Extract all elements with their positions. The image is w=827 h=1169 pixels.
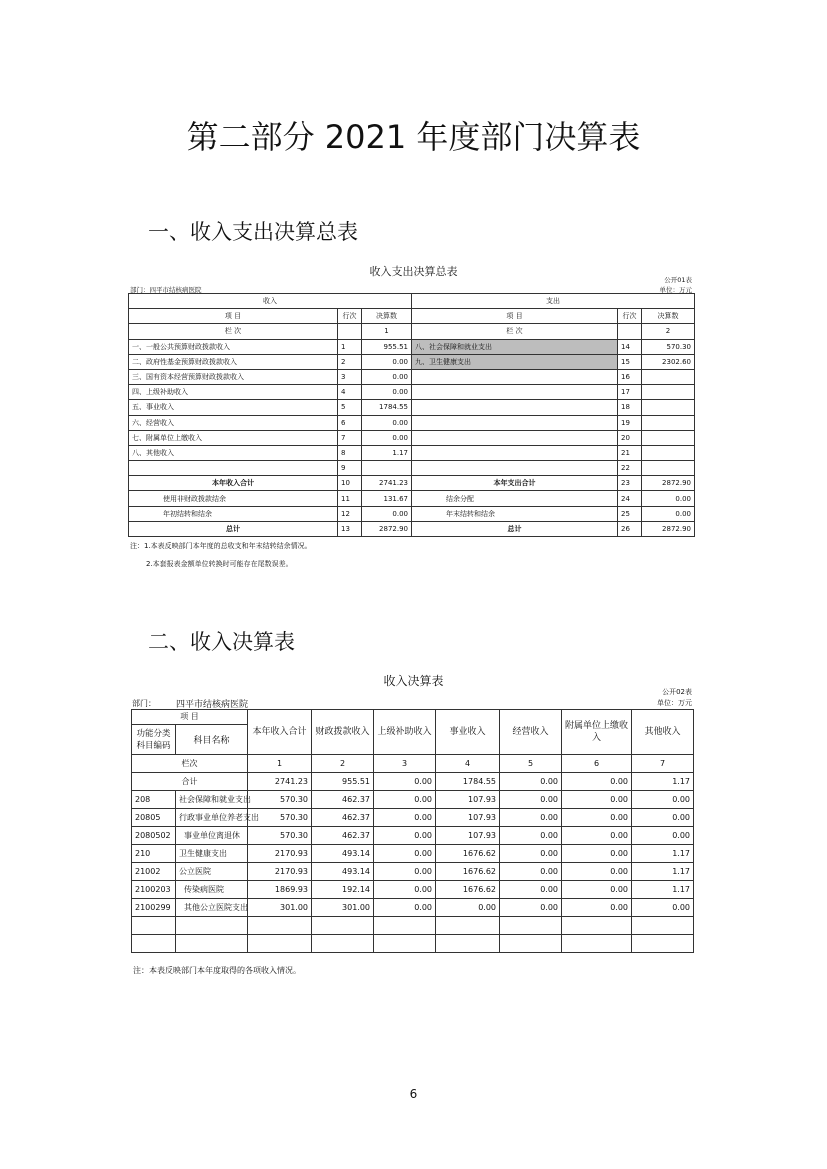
- income-line: 2: [338, 354, 362, 369]
- row-value: 462.37: [312, 791, 374, 809]
- income-item: [129, 461, 338, 476]
- expense-item: 结余分配: [412, 491, 618, 506]
- expense-line: 17: [618, 385, 642, 400]
- row-value: 0.00: [374, 881, 436, 899]
- income-amount: 0.00: [362, 369, 412, 384]
- col-header: 经营收入: [500, 710, 562, 755]
- table1-title: 收入支出决算总表: [369, 265, 458, 278]
- row-value: 0.00: [500, 809, 562, 827]
- income-amount: 0.00: [362, 354, 412, 369]
- col-amount-income: 决算数: [362, 309, 412, 324]
- lanci-cell: 4: [436, 755, 500, 773]
- blank-cell: [248, 935, 312, 953]
- income-amount: 0.00: [362, 430, 412, 445]
- row-value: 493.14: [312, 845, 374, 863]
- income-item: 使用非财政拨款结余: [129, 491, 338, 506]
- row-name: 行政事业单位养老支出: [176, 809, 248, 827]
- income-amount: 2741.23: [362, 476, 412, 491]
- blank-cell: [632, 917, 694, 935]
- expense-item: 总计: [412, 521, 618, 536]
- income-line: 4: [338, 385, 362, 400]
- row-value: 301.00: [248, 899, 312, 917]
- expense-amount: [642, 445, 695, 460]
- row-name: 其他公立医院支出: [176, 899, 248, 917]
- income-amount: 955.51: [362, 339, 412, 354]
- expense-item: [412, 430, 618, 445]
- row-name: 传染病医院: [176, 881, 248, 899]
- income-amount: 0.00: [362, 415, 412, 430]
- row-value: 0.00: [562, 845, 632, 863]
- income-row: [132, 845, 694, 863]
- blank-cell: [500, 917, 562, 935]
- lanci-cell: 5: [500, 755, 562, 773]
- expense-line: 26: [618, 521, 642, 536]
- income-line: 7: [338, 430, 362, 445]
- lanci-label-expense: 栏 次: [412, 324, 618, 339]
- income-row: [132, 827, 694, 845]
- row-code: 208: [132, 791, 176, 809]
- row-value: 0.00: [374, 899, 436, 917]
- expense-item: [412, 385, 618, 400]
- table2-title: 收入决算表: [383, 674, 444, 688]
- lanci-cell: 3: [374, 755, 436, 773]
- income-line: 6: [338, 415, 362, 430]
- income-item: 一、一般公共预算财政拨款收入: [129, 339, 338, 354]
- row-value: 301.00: [312, 899, 374, 917]
- income-item: 年初结转和结余: [129, 506, 338, 521]
- expense-amount: [642, 385, 695, 400]
- lanci-cell: 6: [562, 755, 632, 773]
- row-value: 570.30: [248, 809, 312, 827]
- table1-note2: 2.本套报表金额单位转换时可能存在尾数误差。: [146, 560, 293, 568]
- blank-cell: [176, 935, 248, 953]
- row-value: 0.00: [500, 845, 562, 863]
- expense-item: [412, 369, 618, 384]
- income-amount: 0.00: [362, 506, 412, 521]
- row-code: 2100299: [132, 899, 176, 917]
- blank-cell: [312, 917, 374, 935]
- col-header: 事业收入: [436, 710, 500, 755]
- blank-cell: [436, 917, 500, 935]
- income-amount: 0.00: [362, 385, 412, 400]
- total-cell: 2741.23: [248, 773, 312, 791]
- total-cell: 0.00: [562, 773, 632, 791]
- expense-amount: 0.00: [642, 491, 695, 506]
- header-expense: 支出: [412, 294, 695, 309]
- row-value: 0.00: [500, 881, 562, 899]
- income-item: 八、其他收入: [129, 445, 338, 460]
- row-value: 1.17: [632, 845, 694, 863]
- row-name: 社会保障和就业支出: [176, 791, 248, 809]
- summary-row: [129, 521, 695, 536]
- row-value: 462.37: [312, 827, 374, 845]
- row-value: 2170.93: [248, 845, 312, 863]
- expense-line: 15: [618, 354, 642, 369]
- expense-item: 本年支出合计: [412, 476, 618, 491]
- expense-line: 24: [618, 491, 642, 506]
- expense-line: 14: [618, 339, 642, 354]
- summary-row: [129, 461, 695, 476]
- row-value: 493.14: [312, 863, 374, 881]
- expense-item: 年末结转和结余: [412, 506, 618, 521]
- blank-row: [132, 917, 694, 935]
- blank-row: [132, 935, 694, 953]
- row-code: 20805: [132, 809, 176, 827]
- table2-note: 注：本表反映部门本年度取得的各项收入情况。: [133, 966, 301, 975]
- row-code: 2080502: [132, 827, 176, 845]
- row-name: 公立医院: [176, 863, 248, 881]
- expense-amount: [642, 369, 695, 384]
- total-label: 合计: [132, 773, 248, 791]
- summary-row: [129, 506, 695, 521]
- row-value: 0.00: [562, 863, 632, 881]
- expense-item: [412, 461, 618, 476]
- row-value: 462.37: [312, 809, 374, 827]
- row-value: 192.14: [312, 881, 374, 899]
- col-item-income: 项 目: [129, 309, 338, 324]
- income-expense-summary-table: [128, 293, 695, 537]
- income-item: 本年收入合计: [129, 476, 338, 491]
- total-cell: 0.00: [374, 773, 436, 791]
- col-amount-expense: 决算数: [642, 309, 695, 324]
- lanci-label-income: 栏 次: [129, 324, 338, 339]
- income-item: 三、国有资本经营预算财政拨款收入: [129, 369, 338, 384]
- table1-note1: 注：1.本表反映部门本年度的总收支和年末结转结余情况。: [130, 542, 312, 550]
- row-value: 1676.62: [436, 845, 500, 863]
- income-line: 13: [338, 521, 362, 536]
- summary-row: [129, 491, 695, 506]
- income-item: 四、上级补助收入: [129, 385, 338, 400]
- row-value: 0.00: [500, 827, 562, 845]
- expense-amount: [642, 430, 695, 445]
- income-amount: 2872.90: [362, 521, 412, 536]
- table2-dept: 四平市结核病医院: [176, 700, 249, 710]
- row-value: 0.00: [632, 791, 694, 809]
- row-value: 0.00: [562, 881, 632, 899]
- row-value: 1676.62: [436, 881, 500, 899]
- income-line: 8: [338, 445, 362, 460]
- header-income: 收入: [129, 294, 412, 309]
- row-value: 1.17: [632, 863, 694, 881]
- income-item: 五、事业收入: [129, 400, 338, 415]
- blank-cell: [632, 935, 694, 953]
- expense-line: 23: [618, 476, 642, 491]
- expense-item: [412, 445, 618, 460]
- income-row: [132, 863, 694, 881]
- row-value: 107.93: [436, 791, 500, 809]
- row-value: 0.00: [374, 845, 436, 863]
- income-line: 9: [338, 461, 362, 476]
- table1-dept: 部门：四平市结核病医院: [130, 286, 202, 294]
- row-value: 0.00: [500, 863, 562, 881]
- row-value: 0.00: [374, 809, 436, 827]
- summary-row: [129, 339, 695, 354]
- col-header: 附属单位上缴收入: [562, 710, 632, 755]
- header-item: 项 目: [132, 710, 248, 725]
- row-code: 2100203: [132, 881, 176, 899]
- income-item: 六、经营收入: [129, 415, 338, 430]
- expense-item: 八、社会保障和就业支出: [412, 339, 618, 354]
- expense-amount: [642, 400, 695, 415]
- col-header: 本年收入合计: [248, 710, 312, 755]
- income-line: 1: [338, 339, 362, 354]
- income-row: [132, 881, 694, 899]
- row-code: 21002: [132, 863, 176, 881]
- col-header: 其他收入: [632, 710, 694, 755]
- total-cell: 1.17: [632, 773, 694, 791]
- income-line: 12: [338, 506, 362, 521]
- row-value: 0.00: [500, 791, 562, 809]
- summary-row: [129, 369, 695, 384]
- income-amount: 1.17: [362, 445, 412, 460]
- expense-line: 19: [618, 415, 642, 430]
- row-value: 1676.62: [436, 863, 500, 881]
- lanci-income: 1: [362, 324, 412, 339]
- section-heading-income: 二、收入决算表: [148, 630, 295, 654]
- col-header: 财政拨款收入: [312, 710, 374, 755]
- row-value: 0.00: [562, 809, 632, 827]
- blank-cell: [312, 935, 374, 953]
- summary-row: [129, 445, 695, 460]
- blank-cell: [374, 917, 436, 935]
- lanci-label: 栏次: [132, 755, 248, 773]
- blank-cell: [248, 917, 312, 935]
- total-cell: 1784.55: [436, 773, 500, 791]
- row-value: 0.00: [374, 827, 436, 845]
- income-row: [132, 899, 694, 917]
- expense-amount: 2872.90: [642, 476, 695, 491]
- blank-cell: [132, 917, 176, 935]
- income-line: 11: [338, 491, 362, 506]
- blank-cell: [562, 917, 632, 935]
- col-line-income: 行次: [338, 309, 362, 324]
- table2-code: 公开02表: [662, 688, 692, 696]
- blank-cell: [132, 935, 176, 953]
- table2-unit: 单位：万元: [657, 699, 692, 707]
- row-code: 210: [132, 845, 176, 863]
- row-value: 1.17: [632, 881, 694, 899]
- expense-line: 21: [618, 445, 642, 460]
- row-value: 0.00: [632, 827, 694, 845]
- income-item: 总计: [129, 521, 338, 536]
- income-line: 3: [338, 369, 362, 384]
- row-value: 0.00: [436, 899, 500, 917]
- income-amount: 131.67: [362, 491, 412, 506]
- income-row: [132, 791, 694, 809]
- summary-row: [129, 415, 695, 430]
- expense-amount: [642, 461, 695, 476]
- row-value: 107.93: [436, 827, 500, 845]
- table2-dept-label: 部门：: [132, 699, 156, 708]
- row-value: 1869.93: [248, 881, 312, 899]
- col-line-expense: 行次: [618, 309, 642, 324]
- row-value: 107.93: [436, 809, 500, 827]
- expense-line: 16: [618, 369, 642, 384]
- row-value: 2170.93: [248, 863, 312, 881]
- row-name: 卫生健康支出: [176, 845, 248, 863]
- total-cell: 955.51: [312, 773, 374, 791]
- expense-amount: 2302.60: [642, 354, 695, 369]
- income-item: 二、政府性基金预算财政拨款收入: [129, 354, 338, 369]
- expense-item: [412, 400, 618, 415]
- row-value: 570.30: [248, 791, 312, 809]
- summary-row: [129, 385, 695, 400]
- income-row: [132, 809, 694, 827]
- expense-item: [412, 415, 618, 430]
- blank-cell: [176, 917, 248, 935]
- row-value: 0.00: [632, 809, 694, 827]
- summary-row: [129, 354, 695, 369]
- income-amount: [362, 461, 412, 476]
- blank-cell: [562, 935, 632, 953]
- section-heading-income-expense: 一、收入支出决算总表: [148, 220, 358, 244]
- blank-cell: [436, 935, 500, 953]
- header-name: 科目名称: [176, 725, 248, 755]
- income-amount: 1784.55: [362, 400, 412, 415]
- col-item-expense: 项 目: [412, 309, 618, 324]
- income-item: 七、附属单位上缴收入: [129, 430, 338, 445]
- lanci-cell: 1: [248, 755, 312, 773]
- row-value: 0.00: [500, 899, 562, 917]
- summary-row: [129, 430, 695, 445]
- row-value: 0.00: [374, 863, 436, 881]
- lanci-cell: 2: [312, 755, 374, 773]
- page-title: 第二部分 2021 年度部门决算表: [186, 118, 641, 156]
- lanci-cell: 7: [632, 755, 694, 773]
- row-value: 0.00: [374, 791, 436, 809]
- expense-item: 九、卫生健康支出: [412, 354, 618, 369]
- income-line: 10: [338, 476, 362, 491]
- row-value: 0.00: [632, 899, 694, 917]
- expense-amount: 2872.90: [642, 521, 695, 536]
- row-value: 0.00: [562, 791, 632, 809]
- blank-cell: [500, 935, 562, 953]
- table1-unit: 单位：万元: [659, 286, 692, 294]
- col-header: 上级补助收入: [374, 710, 436, 755]
- expense-amount: [642, 415, 695, 430]
- expense-line: 20: [618, 430, 642, 445]
- expense-amount: 570.30: [642, 339, 695, 354]
- row-value: 0.00: [562, 827, 632, 845]
- row-value: 570.30: [248, 827, 312, 845]
- lanci-expense: 2: [642, 324, 695, 339]
- expense-line: 25: [618, 506, 642, 521]
- page-number: 6: [409, 1087, 418, 1101]
- header-code: 功能分类科目编码: [132, 725, 176, 755]
- blank-cell: [374, 935, 436, 953]
- row-name: 事业单位离退休: [176, 827, 248, 845]
- summary-row: [129, 476, 695, 491]
- expense-line: 22: [618, 461, 642, 476]
- summary-row: [129, 400, 695, 415]
- income-line: 5: [338, 400, 362, 415]
- table1-code: 公开01表: [664, 276, 692, 284]
- total-cell: 0.00: [500, 773, 562, 791]
- expense-line: 18: [618, 400, 642, 415]
- income-table: [131, 709, 694, 953]
- row-value: 0.00: [562, 899, 632, 917]
- expense-amount: 0.00: [642, 506, 695, 521]
